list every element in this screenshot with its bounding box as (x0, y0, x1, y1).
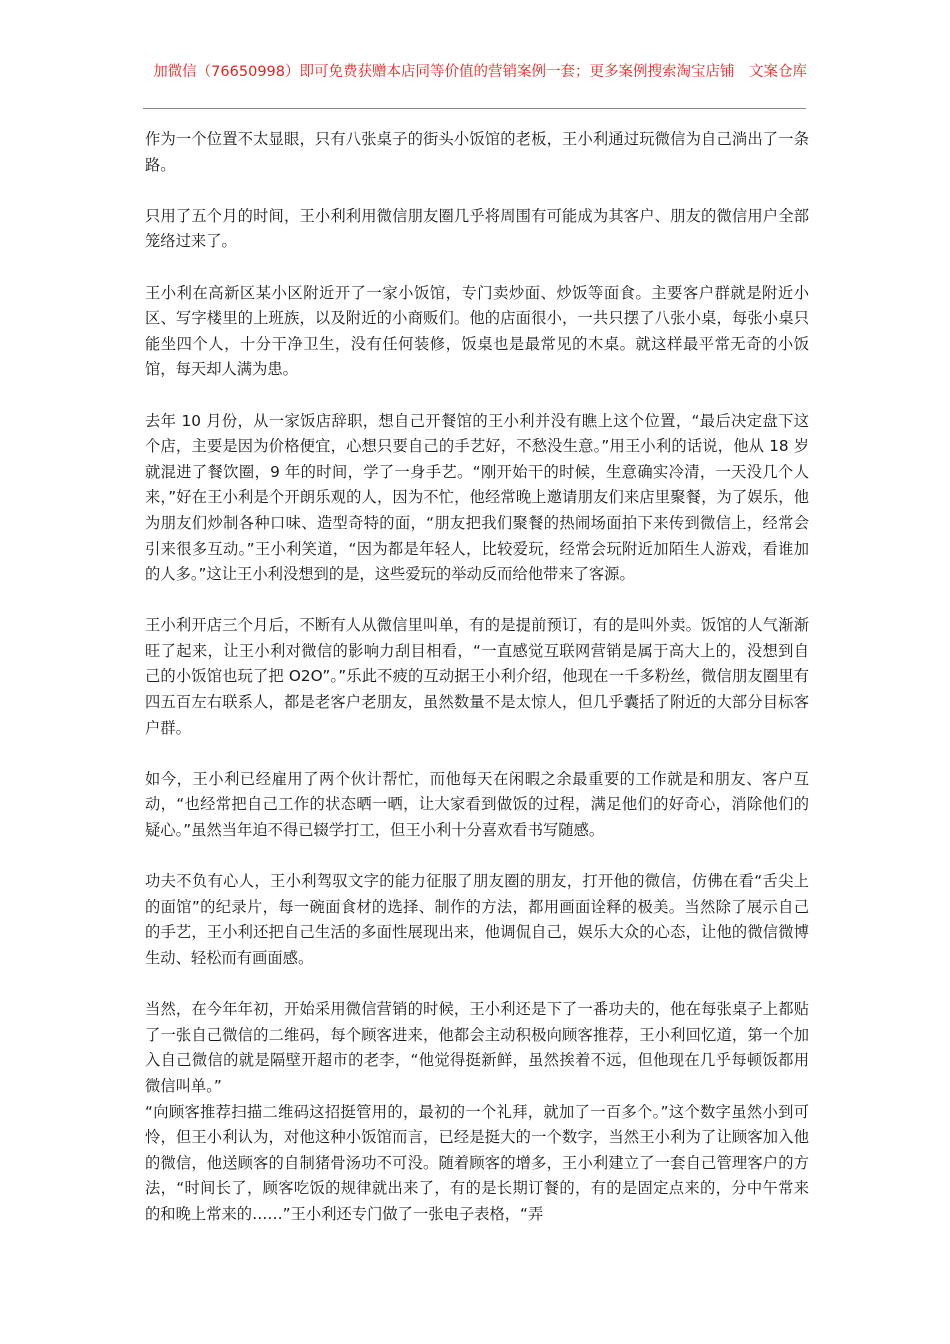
paragraph: “向顾客推荐扫描二维码这招挺管用的，最初的一个礼拜，就加了一百多个。”这个数字虽然小到可怜，但王小利认为，对他这种小饭馆而言，已经是挺大的一个数字，当然王小利为了让顾客加入他的微信，他送顾客的自制猪骨汤功不可没。随着顾客的增多，王小利建立了一套自己管理客户的方法，“时间长了，顾客吃饭的规律就出来了，有的是长期订餐的，有的是固定点来的，分中午常来的和晚上常来的……”王小利还专门做了一张电子表格，“弄 (145, 1102, 809, 1223)
paragraph: 作为一个位置不太显眼，只有八张桌子的街头小饭馆的老板，王小利通过玩微信为自己淌出了一条路。 (145, 130, 809, 174)
paragraph: 王小利开店三个月后，不断有人从微信里叫单，有的是提前预订，有的是叫外卖。饭馆的人气渐渐旺了起来，让王小利对微信的影响力刮目相看，“一直感觉互联网营销是属于高大上的，没想到自己的小饭馆也玩了把 O2O”。”乐此不疲的互动据王小利介绍，他现在一千多粉丝，微信朋友圈里有四五百左右联系人，都是老客户老朋友，虽然数量不是太惊人，但几乎囊括了附近的大部分目标客户群。 (145, 616, 809, 737)
page-header-promo: 加微信（76650998）即可免费获赠本店同等价值的营销案例一套；更多案例搜索淘宝店铺 文案仓库 (153, 64, 807, 80)
header-divider (143, 108, 806, 109)
paragraph: 去年 10 月份，从一家饭店辞职，想自己开餐馆的王小利并没有瞧上这个位置，“最后决定盘下这个店，主要是因为价格便宜，心想只要自己的手艺好，不愁没生意。”用王小利的话说，他从 18 岁就混进了餐饮圈，9 年的时间，学了一身手艺。“刚开始干的时候，生意确实冷清，一天没几个人来，”好在王小利是个开朗乐观的人，因为不忙，他经常晚上邀请朋友们来店里聚餐，为了娱乐，他为朋友们炒制各种口味、造型奇特的面，“朋友把我们聚餐的热闹场面拍下来传到微信上，经常会引来很多互动。”王小利笑道，“因为都是年轻人，比较爱玩，经常会玩附近加陌生人游戏，看谁加的人多。”这让王小利没想到的是，这些爱玩的举动反而给他带来了客源。 (145, 411, 809, 584)
article-body (145, 127, 809, 1228)
paragraph: 当然，在今年年初，开始采用微信营销的时候，王小利还是下了一番功夫的，他在每张桌子上都贴了一张自己微信的二维码，每个顾客进来，他都会主动积极向顾客推荐，王小利回忆道，第一个加入自己微信的就是隔壁开超市的老李，“他觉得挺新鲜，虽然挨着不远，但他现在几乎每顿饭都用微信叫单。” (145, 1000, 809, 1095)
paragraph: 只用了五个月的时间，王小利利用微信朋友圈几乎将周围有可能成为其客户、朋友的微信用户全部笼络过来了。 (145, 206, 809, 251)
paragraph: 王小利在高新区某小区附近开了一家小饭馆，专门卖炒面、炒饭等面食。主要客户群就是附近小区、写字楼里的上班族，以及附近的小商贩们。他的店面很小，一共只摆了八张小桌，每张小桌只能坐四个人，十分干净卫生，没有任何装修，饭桌也是最常见的木桌。就这样最平常无奇的小饭馆，每天却人满为患。 (145, 283, 809, 379)
paragraph: 功夫不负有心人，王小利驾驭文字的能力征服了朋友圈的朋友，打开他的微信，仿佛在看“舌尖上的面馆”的纪录片，每一碗面食材的选择、制作的方法，都用画面诠释的极美。当然除了展示自己的手艺，王小利还把自己生活的多面性展现出来，他调侃自己，娱乐大众的心态，让他的微信微博生动、轻松而有画面感。 (145, 872, 809, 967)
paragraph: 如今，王小利已经雇用了两个伙计帮忙，而他每天在闲暇之余最重要的工作就是和朋友、客户互动，“也经常把自己工作的状态晒一晒，让大家看到做饭的过程，满足他们的好奇心，消除他们的疑心。”虽然当年迫不得已辍学打工，但王小利十分喜欢看书写随感。 (145, 769, 809, 840)
